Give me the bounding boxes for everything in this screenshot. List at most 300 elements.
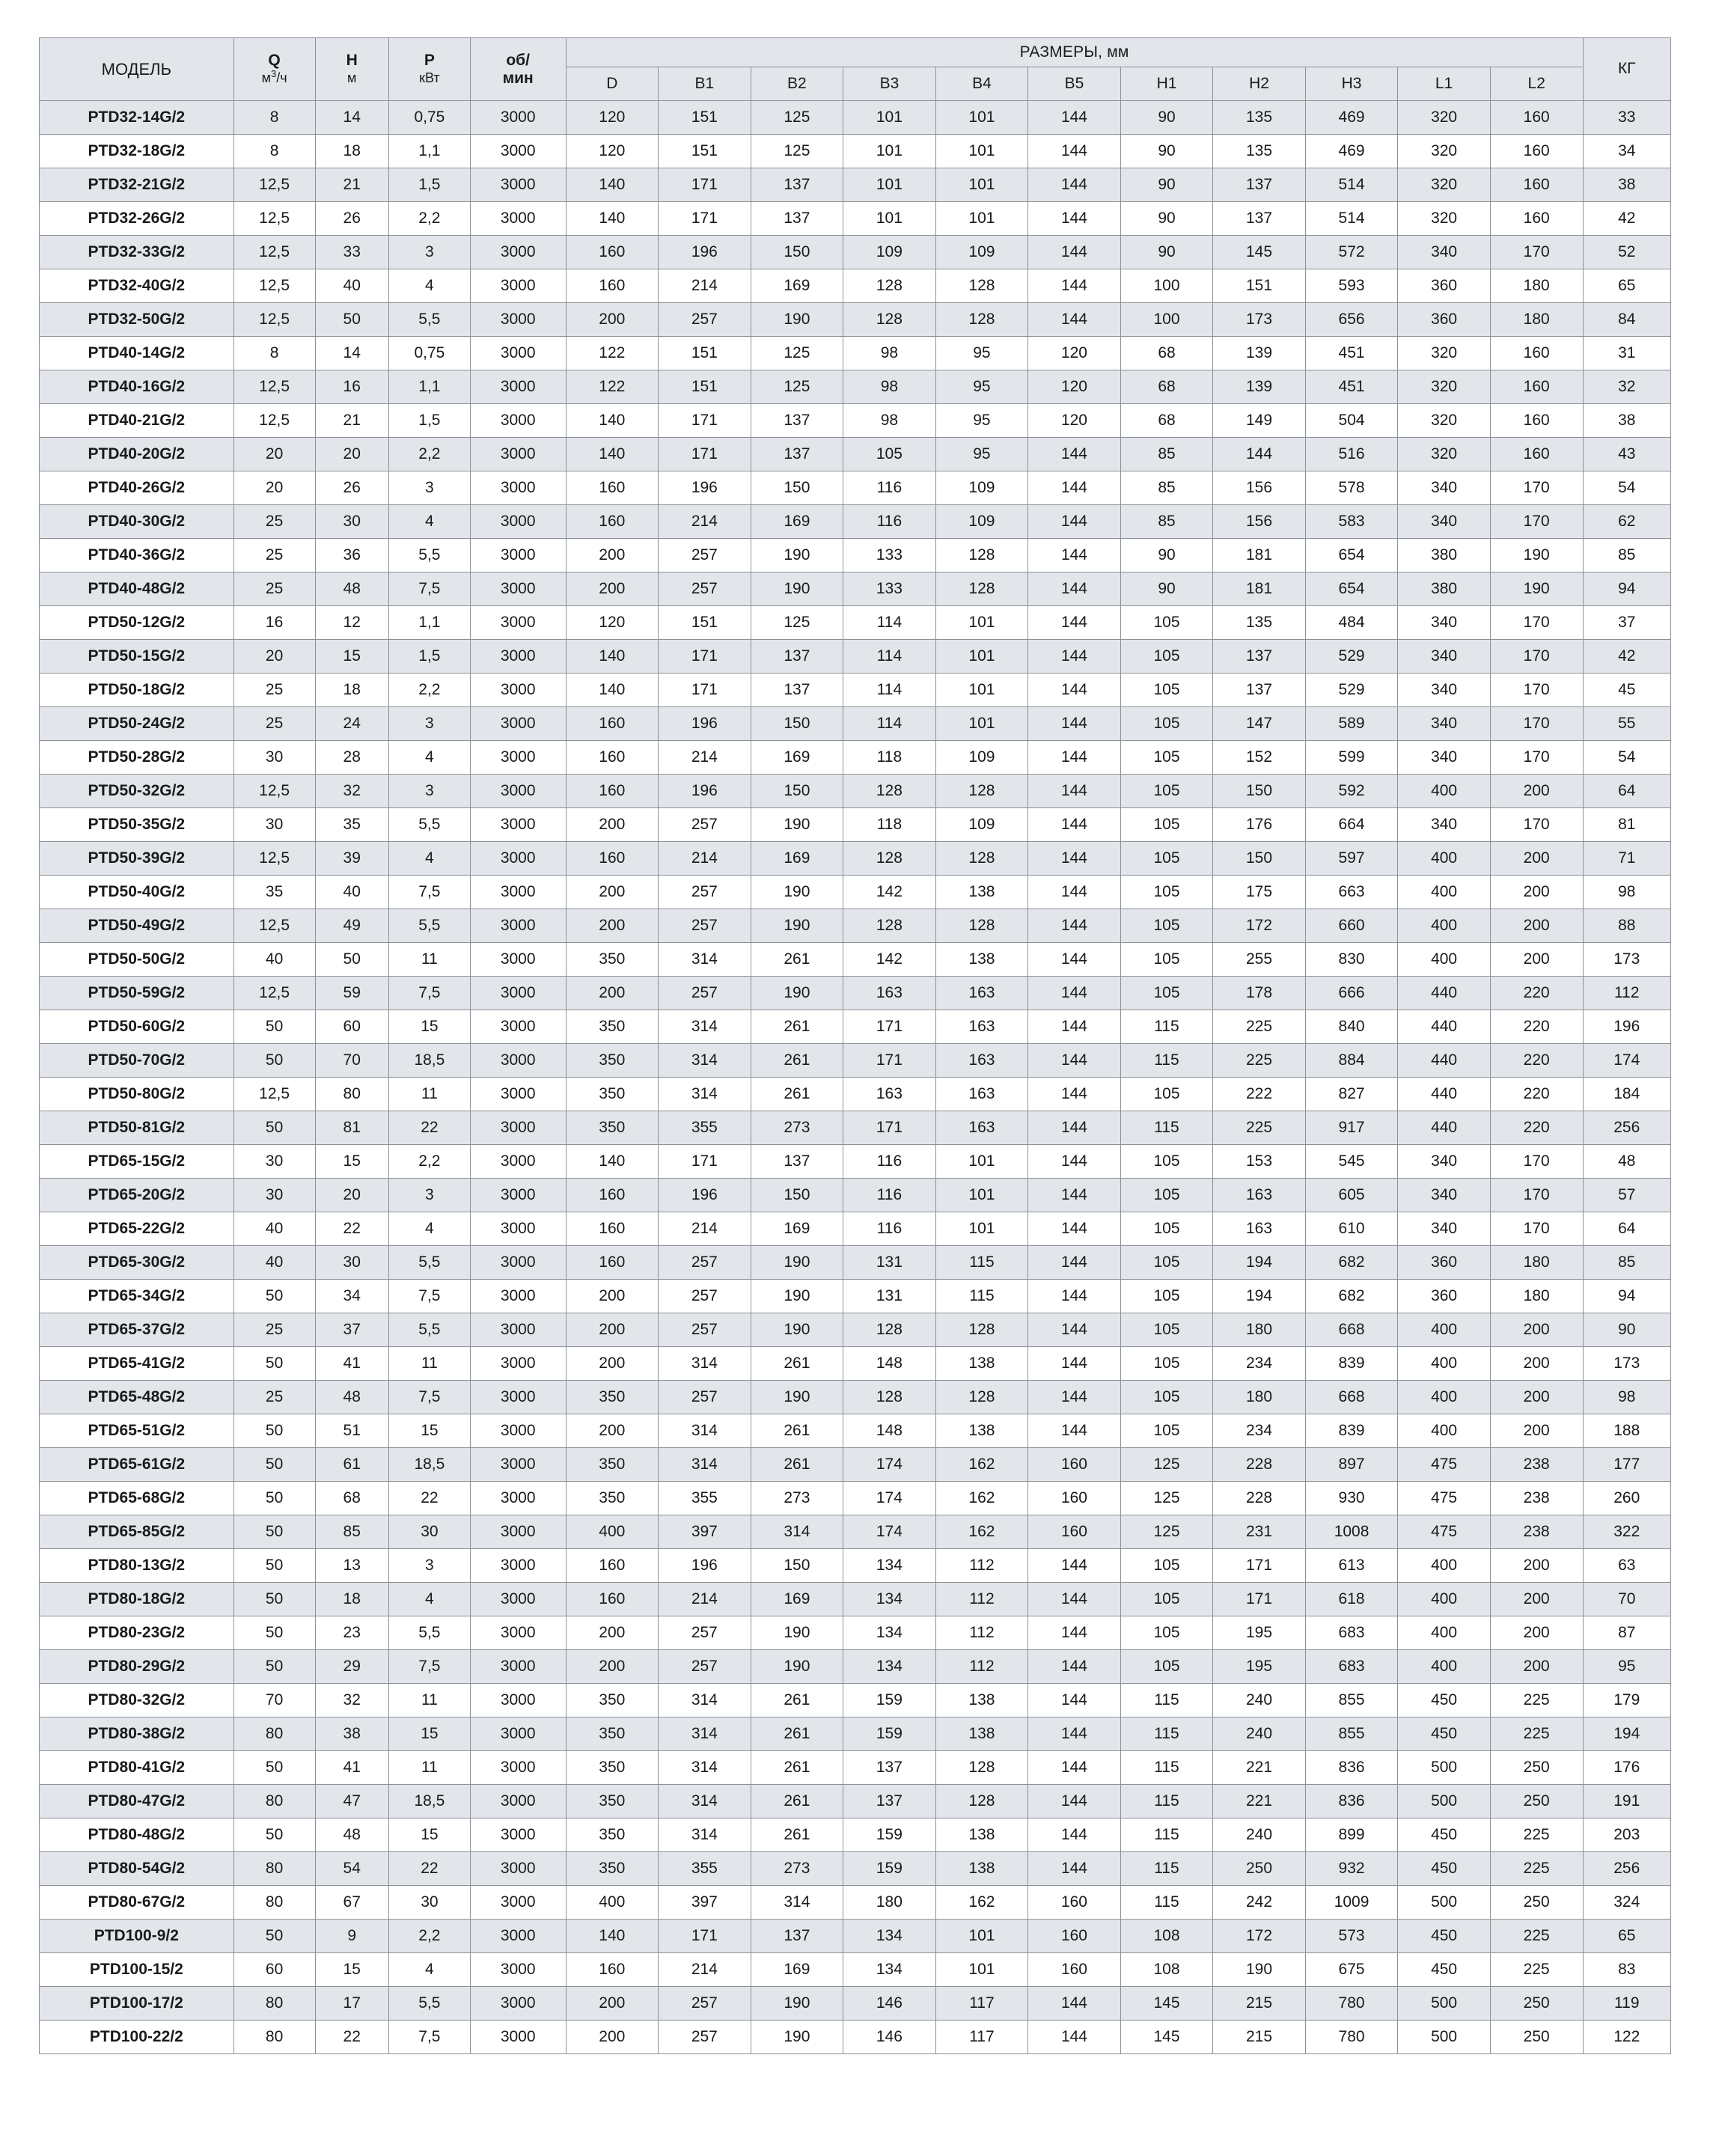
cell-value: 261: [751, 1751, 843, 1785]
table-row: [40, 202, 1671, 236]
cell-model: PTD32-40G/2: [40, 269, 234, 303]
cell-value: 18,5: [388, 1785, 470, 1818]
cell-value: 314: [659, 1044, 751, 1078]
cell-value: 200: [566, 1280, 659, 1313]
cell-value: 257: [659, 808, 751, 842]
cell-value: 140: [566, 674, 659, 707]
cell-value: 160: [1490, 202, 1583, 236]
cell-value: 3000: [470, 404, 566, 438]
cell-value: 225: [1213, 1010, 1306, 1044]
cell-value: 3000: [470, 842, 566, 876]
cell-value: 273: [751, 1111, 843, 1145]
cell-value: 320: [1398, 135, 1491, 168]
cell-value: 200: [566, 303, 659, 337]
cell-value: 151: [1213, 269, 1306, 303]
cell-value: 137: [751, 674, 843, 707]
cell-value: 29: [315, 1650, 388, 1684]
cell-weight: 70: [1583, 1583, 1670, 1616]
cell-value: 137: [751, 1145, 843, 1179]
cell-value: 3000: [470, 1414, 566, 1448]
cell-value: 171: [1213, 1583, 1306, 1616]
cell-value: 932: [1305, 1852, 1398, 1886]
cell-value: 131: [843, 1280, 936, 1313]
cell-value: 314: [751, 1515, 843, 1549]
cell-value: 105: [1120, 1347, 1213, 1381]
cell-value: 450: [1398, 1818, 1491, 1852]
cell-value: 138: [935, 943, 1028, 977]
cell-model: PTD100-9/2: [40, 1920, 234, 1953]
cell-model: PTD65-61G/2: [40, 1448, 234, 1482]
cell-value: 30: [233, 808, 315, 842]
cell-value: 3000: [470, 1515, 566, 1549]
cell-value: 80: [233, 1717, 315, 1751]
cell-value: 101: [935, 640, 1028, 674]
cell-value: 169: [751, 505, 843, 539]
cell-value: 171: [659, 1920, 751, 1953]
cell-value: 15: [315, 1145, 388, 1179]
cell-value: 400: [1398, 1583, 1491, 1616]
cell-value: 105: [1120, 1549, 1213, 1583]
cell-value: 25: [233, 572, 315, 606]
cell-value: 7,5: [388, 2021, 470, 2054]
cell-value: 261: [751, 1684, 843, 1717]
cell-value: 320: [1398, 438, 1491, 471]
cell-value: 504: [1305, 404, 1398, 438]
cell-value: 33: [315, 236, 388, 269]
header-dim-b1: B1: [659, 67, 751, 101]
cell-value: 138: [935, 1347, 1028, 1381]
table-row: [40, 1145, 1671, 1179]
cell-value: 171: [659, 168, 751, 202]
cell-value: 98: [843, 370, 936, 404]
cell-value: 160: [1490, 438, 1583, 471]
cell-model: PTD80-23G/2: [40, 1616, 234, 1650]
cell-weight: 71: [1583, 842, 1670, 876]
cell-value: 170: [1490, 606, 1583, 640]
table-header: [40, 38, 1671, 101]
cell-value: 144: [1028, 707, 1121, 741]
cell-value: 200: [566, 1347, 659, 1381]
cell-value: 340: [1398, 640, 1491, 674]
cell-weight: 260: [1583, 1482, 1670, 1515]
cell-value: 128: [935, 269, 1028, 303]
cell-value: 261: [751, 1347, 843, 1381]
cell-value: 144: [1028, 640, 1121, 674]
header-power: [388, 38, 470, 101]
cell-value: 3: [388, 236, 470, 269]
cell-value: 162: [935, 1515, 1028, 1549]
cell-value: 163: [1213, 1179, 1306, 1212]
cell-value: 26: [315, 471, 388, 505]
cell-value: 146: [843, 2021, 936, 2054]
cell-value: 170: [1490, 1145, 1583, 1179]
cell-value: 400: [1398, 876, 1491, 909]
cell-value: 28: [315, 741, 388, 775]
cell-value: 897: [1305, 1448, 1398, 1482]
cell-value: 780: [1305, 2021, 1398, 2054]
cell-value: 225: [1213, 1044, 1306, 1078]
table-row: [40, 438, 1671, 471]
cell-value: 105: [1120, 606, 1213, 640]
cell-value: 105: [1120, 808, 1213, 842]
cell-value: 3000: [470, 1549, 566, 1583]
cell-value: 151: [659, 606, 751, 640]
cell-value: 196: [659, 775, 751, 808]
cell-value: 144: [1028, 674, 1121, 707]
cell-value: 5,5: [388, 539, 470, 572]
cell-value: 190: [1490, 572, 1583, 606]
cell-value: 3000: [470, 1078, 566, 1111]
cell-value: 50: [233, 1616, 315, 1650]
cell-value: 3000: [470, 438, 566, 471]
cell-value: 3000: [470, 1886, 566, 1920]
cell-value: 450: [1398, 1920, 1491, 1953]
cell-value: 250: [1490, 1751, 1583, 1785]
cell-value: 350: [566, 1078, 659, 1111]
cell-value: 240: [1213, 1818, 1306, 1852]
cell-value: 214: [659, 1212, 751, 1246]
cell-value: 917: [1305, 1111, 1398, 1145]
table-row: [40, 1549, 1671, 1583]
cell-value: 314: [659, 1347, 751, 1381]
cell-value: 450: [1398, 1852, 1491, 1886]
cell-value: 22: [315, 1212, 388, 1246]
cell-value: 151: [659, 135, 751, 168]
cell-value: 144: [1028, 842, 1121, 876]
cell-value: 261: [751, 1010, 843, 1044]
cell-value: 12,5: [233, 303, 315, 337]
cell-value: 128: [935, 909, 1028, 943]
cell-value: 105: [1120, 1246, 1213, 1280]
cell-value: 160: [566, 269, 659, 303]
cell-weight: 173: [1583, 1347, 1670, 1381]
cell-value: 146: [843, 1987, 936, 2021]
cell-value: 144: [1028, 438, 1121, 471]
cell-value: 180: [1490, 269, 1583, 303]
cell-value: 170: [1490, 1179, 1583, 1212]
cell-weight: 184: [1583, 1078, 1670, 1111]
cell-value: 15: [388, 1010, 470, 1044]
cell-value: 3000: [470, 606, 566, 640]
cell-model: PTD40-26G/2: [40, 471, 234, 505]
cell-model: PTD65-30G/2: [40, 1246, 234, 1280]
cell-value: 148: [843, 1347, 936, 1381]
cell-value: 250: [1490, 2021, 1583, 2054]
cell-value: 196: [659, 471, 751, 505]
cell-value: 200: [566, 1987, 659, 2021]
table-row: [40, 1785, 1671, 1818]
cell-value: 500: [1398, 1987, 1491, 2021]
table-row: [40, 1684, 1671, 1717]
cell-value: 120: [566, 606, 659, 640]
cell-value: 340: [1398, 707, 1491, 741]
cell-value: 15: [388, 1717, 470, 1751]
cell-value: 101: [935, 168, 1028, 202]
cell-value: 3000: [470, 1246, 566, 1280]
cell-value: 3000: [470, 236, 566, 269]
header-rpm-line2: мин: [502, 69, 534, 87]
cell-value: 152: [1213, 741, 1306, 775]
cell-model: PTD50-18G/2: [40, 674, 234, 707]
cell-value: 144: [1028, 505, 1121, 539]
cell-value: 148: [843, 1414, 936, 1448]
cell-value: 257: [659, 1313, 751, 1347]
cell-value: 190: [751, 539, 843, 572]
cell-value: 12,5: [233, 370, 315, 404]
cell-value: 350: [566, 1852, 659, 1886]
cell-value: 14: [315, 101, 388, 135]
cell-value: 101: [935, 1179, 1028, 1212]
cell-value: 214: [659, 1953, 751, 1987]
cell-value: 26: [315, 202, 388, 236]
cell-value: 5,5: [388, 909, 470, 943]
cell-value: 101: [935, 674, 1028, 707]
cell-value: 3000: [470, 1111, 566, 1145]
cell-value: 134: [843, 1920, 936, 1953]
cell-value: 840: [1305, 1010, 1398, 1044]
cell-value: 3000: [470, 1347, 566, 1381]
cell-value: 257: [659, 1246, 751, 1280]
cell-weight: 88: [1583, 909, 1670, 943]
cell-value: 360: [1398, 1246, 1491, 1280]
cell-value: 120: [1028, 370, 1121, 404]
cell-value: 380: [1398, 539, 1491, 572]
cell-value: 190: [751, 909, 843, 943]
cell-value: 3: [388, 471, 470, 505]
cell-value: 8: [233, 135, 315, 168]
cell-model: PTD65-15G/2: [40, 1145, 234, 1179]
cell-weight: 64: [1583, 1212, 1670, 1246]
cell-value: 160: [566, 471, 659, 505]
cell-value: 314: [659, 1414, 751, 1448]
cell-value: 170: [1490, 471, 1583, 505]
table-row: [40, 1010, 1671, 1044]
cell-value: 105: [1120, 943, 1213, 977]
cell-value: 350: [566, 1818, 659, 1852]
cell-value: 22: [388, 1852, 470, 1886]
table-row: [40, 876, 1671, 909]
cell-value: 50: [233, 1482, 315, 1515]
cell-weight: 177: [1583, 1448, 1670, 1482]
cell-value: 3000: [470, 741, 566, 775]
cell-value: 257: [659, 977, 751, 1010]
cell-value: 320: [1398, 168, 1491, 202]
cell-value: 340: [1398, 741, 1491, 775]
cell-value: 61: [315, 1448, 388, 1482]
cell-value: 200: [1490, 1549, 1583, 1583]
table-row: [40, 606, 1671, 640]
cell-value: 220: [1490, 1078, 1583, 1111]
cell-value: 380: [1398, 572, 1491, 606]
cell-weight: 32: [1583, 370, 1670, 404]
cell-value: 160: [1028, 1515, 1121, 1549]
cell-value: 160: [566, 505, 659, 539]
cell-value: 80: [233, 2021, 315, 2054]
table-row: [40, 539, 1671, 572]
cell-value: 15: [388, 1818, 470, 1852]
cell-value: 50: [233, 1818, 315, 1852]
cell-value: 9: [315, 1920, 388, 1953]
cell-value: 654: [1305, 539, 1398, 572]
cell-value: 105: [1120, 1381, 1213, 1414]
cell-value: 214: [659, 842, 751, 876]
cell-value: 242: [1213, 1886, 1306, 1920]
cell-value: 8: [233, 101, 315, 135]
cell-value: 144: [1028, 269, 1121, 303]
cell-value: 118: [843, 808, 936, 842]
cell-value: 180: [1490, 1280, 1583, 1313]
cell-value: 140: [566, 404, 659, 438]
cell-value: 109: [935, 505, 1028, 539]
cell-value: 51: [315, 1414, 388, 1448]
cell-value: 3000: [470, 370, 566, 404]
cell-model: PTD80-32G/2: [40, 1684, 234, 1717]
cell-value: 140: [566, 1145, 659, 1179]
cell-value: 400: [1398, 909, 1491, 943]
cell-value: 4: [388, 842, 470, 876]
cell-value: 3000: [470, 2021, 566, 2054]
cell-value: 238: [1490, 1482, 1583, 1515]
cell-value: 15: [388, 1414, 470, 1448]
cell-value: 261: [751, 1414, 843, 1448]
cell-value: 400: [1398, 1414, 1491, 1448]
cell-value: 137: [1213, 202, 1306, 236]
cell-value: 131: [843, 1246, 936, 1280]
cell-value: 39: [315, 842, 388, 876]
header-flow-symbol: Q: [268, 52, 281, 70]
cell-model: PTD100-15/2: [40, 1953, 234, 1987]
cell-value: 144: [1028, 1549, 1121, 1583]
cell-weight: 194: [1583, 1717, 1670, 1751]
cell-value: 234: [1213, 1347, 1306, 1381]
cell-model: PTD80-18G/2: [40, 1583, 234, 1616]
cell-value: 314: [659, 1448, 751, 1482]
cell-value: 190: [751, 1987, 843, 2021]
cell-weight: 38: [1583, 404, 1670, 438]
cell-value: 663: [1305, 876, 1398, 909]
cell-value: 12,5: [233, 202, 315, 236]
header-dim-h2: H2: [1213, 67, 1306, 101]
table-row: [40, 370, 1671, 404]
cell-value: 144: [1028, 1313, 1121, 1347]
table-row: [40, 1111, 1671, 1145]
cell-value: 190: [751, 808, 843, 842]
cell-value: 128: [935, 842, 1028, 876]
cell-value: 105: [1120, 1313, 1213, 1347]
cell-value: 128: [843, 909, 936, 943]
cell-value: 200: [1490, 1650, 1583, 1684]
cell-value: 780: [1305, 1987, 1398, 2021]
cell-value: 257: [659, 1616, 751, 1650]
cell-model: PTD50-32G/2: [40, 775, 234, 808]
cell-value: 240: [1213, 1717, 1306, 1751]
cell-value: 170: [1490, 640, 1583, 674]
cell-model: PTD40-48G/2: [40, 572, 234, 606]
cell-value: 144: [1028, 1818, 1121, 1852]
cell-weight: 42: [1583, 202, 1670, 236]
cell-value: 160: [566, 1179, 659, 1212]
cell-value: 150: [1213, 775, 1306, 808]
cell-value: 150: [751, 707, 843, 741]
cell-value: 170: [1490, 236, 1583, 269]
table-row: [40, 1987, 1671, 2021]
cell-value: 90: [1120, 168, 1213, 202]
cell-value: 664: [1305, 808, 1398, 842]
cell-value: 144: [1028, 808, 1121, 842]
cell-value: 7,5: [388, 1280, 470, 1313]
cell-value: 172: [1213, 1920, 1306, 1953]
cell-value: 597: [1305, 842, 1398, 876]
cell-value: 340: [1398, 1212, 1491, 1246]
cell-value: 475: [1398, 1482, 1491, 1515]
cell-value: 25: [233, 1381, 315, 1414]
cell-value: 163: [935, 1010, 1028, 1044]
cell-weight: 45: [1583, 674, 1670, 707]
cell-value: 137: [751, 438, 843, 471]
cell-value: 440: [1398, 977, 1491, 1010]
cell-value: 137: [751, 404, 843, 438]
table-row: [40, 135, 1671, 168]
cell-value: 830: [1305, 943, 1398, 977]
cell-value: 314: [659, 1684, 751, 1717]
cell-value: 225: [1490, 1684, 1583, 1717]
cell-value: 214: [659, 505, 751, 539]
cell-value: 50: [233, 1549, 315, 1583]
cell-value: 144: [1028, 876, 1121, 909]
cell-value: 4: [388, 1583, 470, 1616]
cell-weight: 95: [1583, 1650, 1670, 1684]
cell-value: 41: [315, 1347, 388, 1381]
cell-model: PTD32-18G/2: [40, 135, 234, 168]
cell-value: 160: [566, 842, 659, 876]
cell-value: 128: [935, 1785, 1028, 1818]
cell-weight: 57: [1583, 1179, 1670, 1212]
cell-value: 3000: [470, 101, 566, 135]
cell-weight: 83: [1583, 1953, 1670, 1987]
cell-value: 2,2: [388, 674, 470, 707]
cell-value: 400: [1398, 775, 1491, 808]
cell-value: 261: [751, 1717, 843, 1751]
cell-value: 144: [1028, 1381, 1121, 1414]
cell-value: 400: [1398, 1381, 1491, 1414]
cell-value: 500: [1398, 2021, 1491, 2054]
cell-value: 350: [566, 1482, 659, 1515]
cell-value: 150: [751, 1179, 843, 1212]
cell-value: 50: [233, 1414, 315, 1448]
cell-value: 169: [751, 1583, 843, 1616]
cell-value: 1,5: [388, 640, 470, 674]
cell-value: 200: [566, 539, 659, 572]
cell-value: 115: [1120, 1886, 1213, 1920]
cell-value: 13: [315, 1549, 388, 1583]
cell-value: 8: [233, 337, 315, 370]
cell-value: 137: [751, 640, 843, 674]
cell-value: 80: [233, 1987, 315, 2021]
cell-value: 400: [1398, 1650, 1491, 1684]
cell-value: 930: [1305, 1482, 1398, 1515]
cell-value: 340: [1398, 236, 1491, 269]
cell-value: 4: [388, 1212, 470, 1246]
cell-value: 21: [315, 168, 388, 202]
cell-value: 114: [843, 606, 936, 640]
cell-value: 314: [659, 1751, 751, 1785]
header-dim-d: D: [566, 67, 659, 101]
cell-model: PTD80-13G/2: [40, 1549, 234, 1583]
cell-value: 200: [1490, 1414, 1583, 1448]
cell-value: 180: [843, 1886, 936, 1920]
cell-value: 40: [233, 943, 315, 977]
cell-value: 3000: [470, 1818, 566, 1852]
